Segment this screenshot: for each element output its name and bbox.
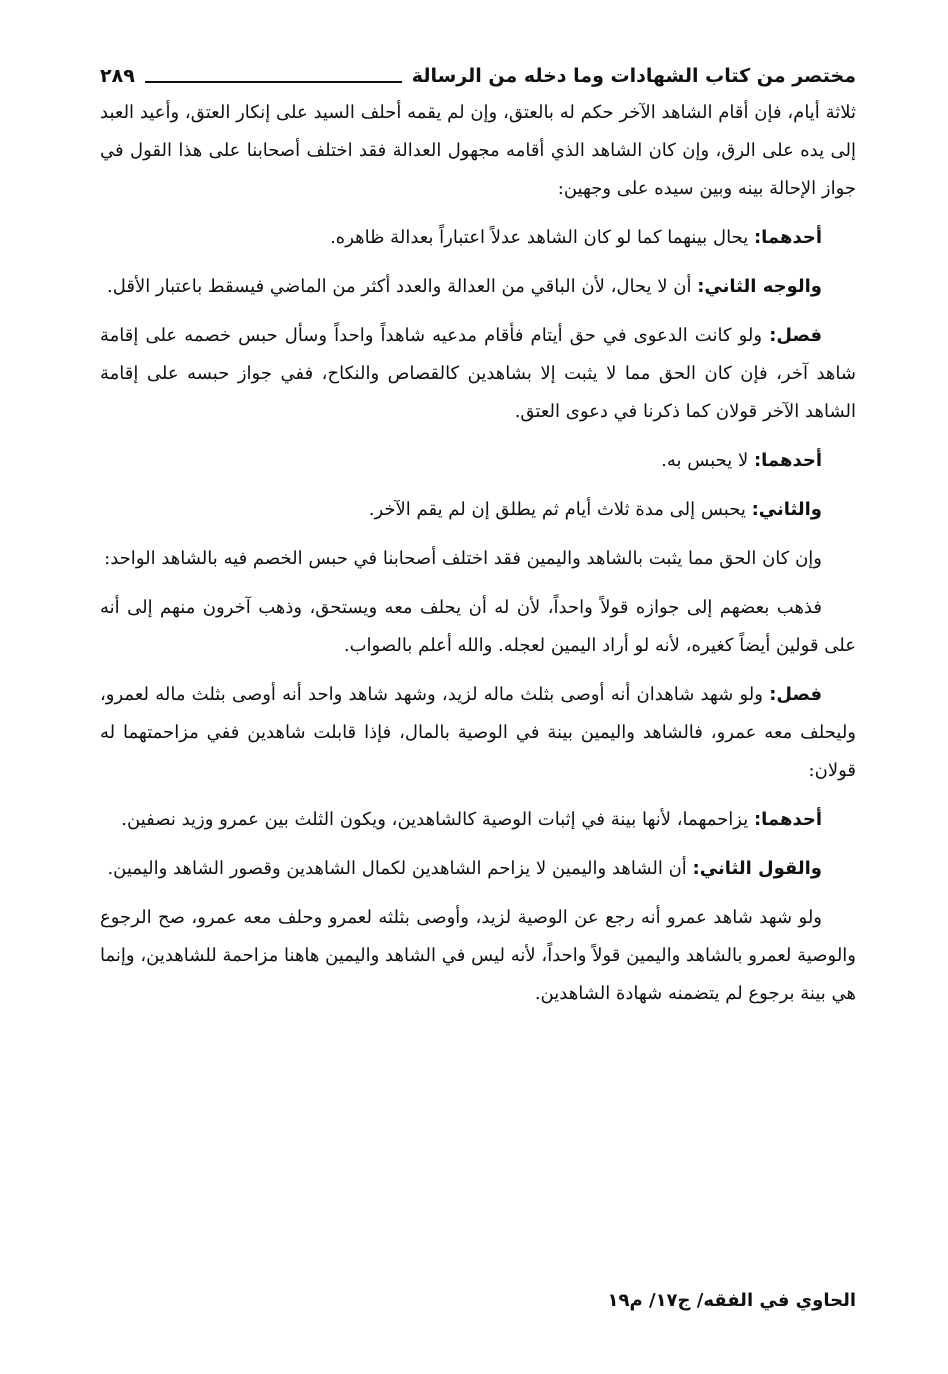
paragraph-text: ولو شهد شاهد عمرو أنه رجع عن الوصية لزيد، وأوصى بثلثه لعمرو وحلف معه عمرو، صح الرجوع والوصية لعمرو بالشاهد واليمين قولاً واحداً، لأنه ليس في الشاهد واليمين هاهنا مزاحمة للشاهدين، وإنما هي بينة برجوع لم يتضمنه شهادة الشاهدين. bbox=[100, 907, 856, 1004]
paragraph bbox=[100, 219, 856, 257]
header-rule bbox=[145, 81, 402, 83]
paragraph bbox=[100, 540, 856, 578]
paragraph bbox=[100, 491, 856, 529]
paragraph-text: يحبس إلى مدة ثلاث أيام ثم يطلق إن لم يقم الآخر. bbox=[368, 499, 746, 520]
paragraph-keyword: والثاني: bbox=[751, 499, 822, 520]
paragraph bbox=[100, 801, 856, 839]
paragraph bbox=[100, 94, 856, 208]
running-header bbox=[100, 60, 856, 92]
paragraph-text: ولو كانت الدعوى في حق أيتام فأقام مدعيه شاهداً واحداً وسأل حبس خصمه على إقامة شاهد آخر، فإن كان الحق مما لا يثبت إلا بشاهدين كالقصاص والنكاح، ففي جواز حبسه على إقامة الشاهد الآخر قولان كما ذكرنا في دعوى العتق. bbox=[100, 325, 856, 422]
paragraph-text: أن الشاهد واليمين لا يزاحم الشاهدين لكمال الشاهدين وقصور الشاهد واليمين. bbox=[107, 858, 687, 879]
page-number: ٢٨٩ bbox=[100, 65, 135, 87]
paragraph-text: يزاحمهما، لأنها بينة في إثبات الوصية كالشاهدين، ويكون الثلث بين عمرو وزيد نصفين. bbox=[121, 809, 749, 830]
paragraph bbox=[100, 899, 856, 1013]
paragraph-keyword: فصل: bbox=[769, 325, 822, 346]
paragraph bbox=[100, 268, 856, 306]
header-title: مختصر من كتاب الشهادات وما دخله من الرسالة bbox=[411, 65, 856, 87]
paragraph bbox=[100, 850, 856, 888]
paragraph-text: ولو شهد شاهدان أنه أوصى بثلث ماله لزيد، وشهد شاهد واحد أنه أوصى بثلث ماله لعمرو، وليحلف معه عمرو، فالشاهد واليمين بينة في الوصية بالمال، فإذا قابلت شاهدين ففي مزاحمتهما له قولان: bbox=[100, 684, 856, 781]
paragraph bbox=[100, 676, 856, 790]
paragraph-keyword: أحدهما: bbox=[753, 809, 822, 830]
paragraph-text: يحال بينهما كما لو كان الشاهد عدلاً اعتباراً بعدالة ظاهره. bbox=[330, 227, 749, 248]
paragraph-text: وإن كان الحق مما يثبت بالشاهد واليمين فقد اختلف أصحابنا في حبس الخصم فيه بالشاهد الواحد: bbox=[104, 548, 822, 569]
paragraph-keyword: فصل: bbox=[769, 684, 822, 705]
paragraph-keyword: أحدهما: bbox=[753, 450, 822, 471]
footer-signature: الحاوي في الفقه/ ج١٧/ م١٩ bbox=[607, 1290, 856, 1311]
paragraph-text: لا يحبس به. bbox=[661, 450, 749, 471]
paragraph-keyword: أحدهما: bbox=[753, 227, 822, 248]
paragraph bbox=[100, 442, 856, 480]
paragraph-keyword: والوجه الثاني: bbox=[697, 276, 822, 297]
paragraph-text: أن لا يحال، لأن الباقي من العدالة والعدد أكثر من الماضي فيسقط باعتبار الأقل. bbox=[106, 276, 692, 297]
paragraph-keyword: والقول الثاني: bbox=[692, 858, 822, 879]
paragraph bbox=[100, 589, 856, 665]
paragraph bbox=[100, 317, 856, 431]
paragraph-text: فذهب بعضهم إلى جوازه قولاً واحداً، لأن له أن يحلف معه ويستحق، وذهب آخرون منهم إلى أنه على قولين أيضاً كغيره، لأنه لو أراد اليمين لعجله. والله أعلم بالصواب. bbox=[100, 597, 856, 656]
paragraph-text: ثلاثة أيام، فإن أقام الشاهد الآخر حكم له بالعتق، وإن لم يقمه أحلف السيد على إنكار العتق، وأعيد العبد إلى يده على الرق، وإن كان الشاهد الذي أقامه مجهول العدالة فقد اختلف أصحابنا على هذا القول في جواز الإحالة بينه وبين سيده على وجهين: bbox=[100, 102, 856, 199]
page-body bbox=[100, 94, 856, 1024]
